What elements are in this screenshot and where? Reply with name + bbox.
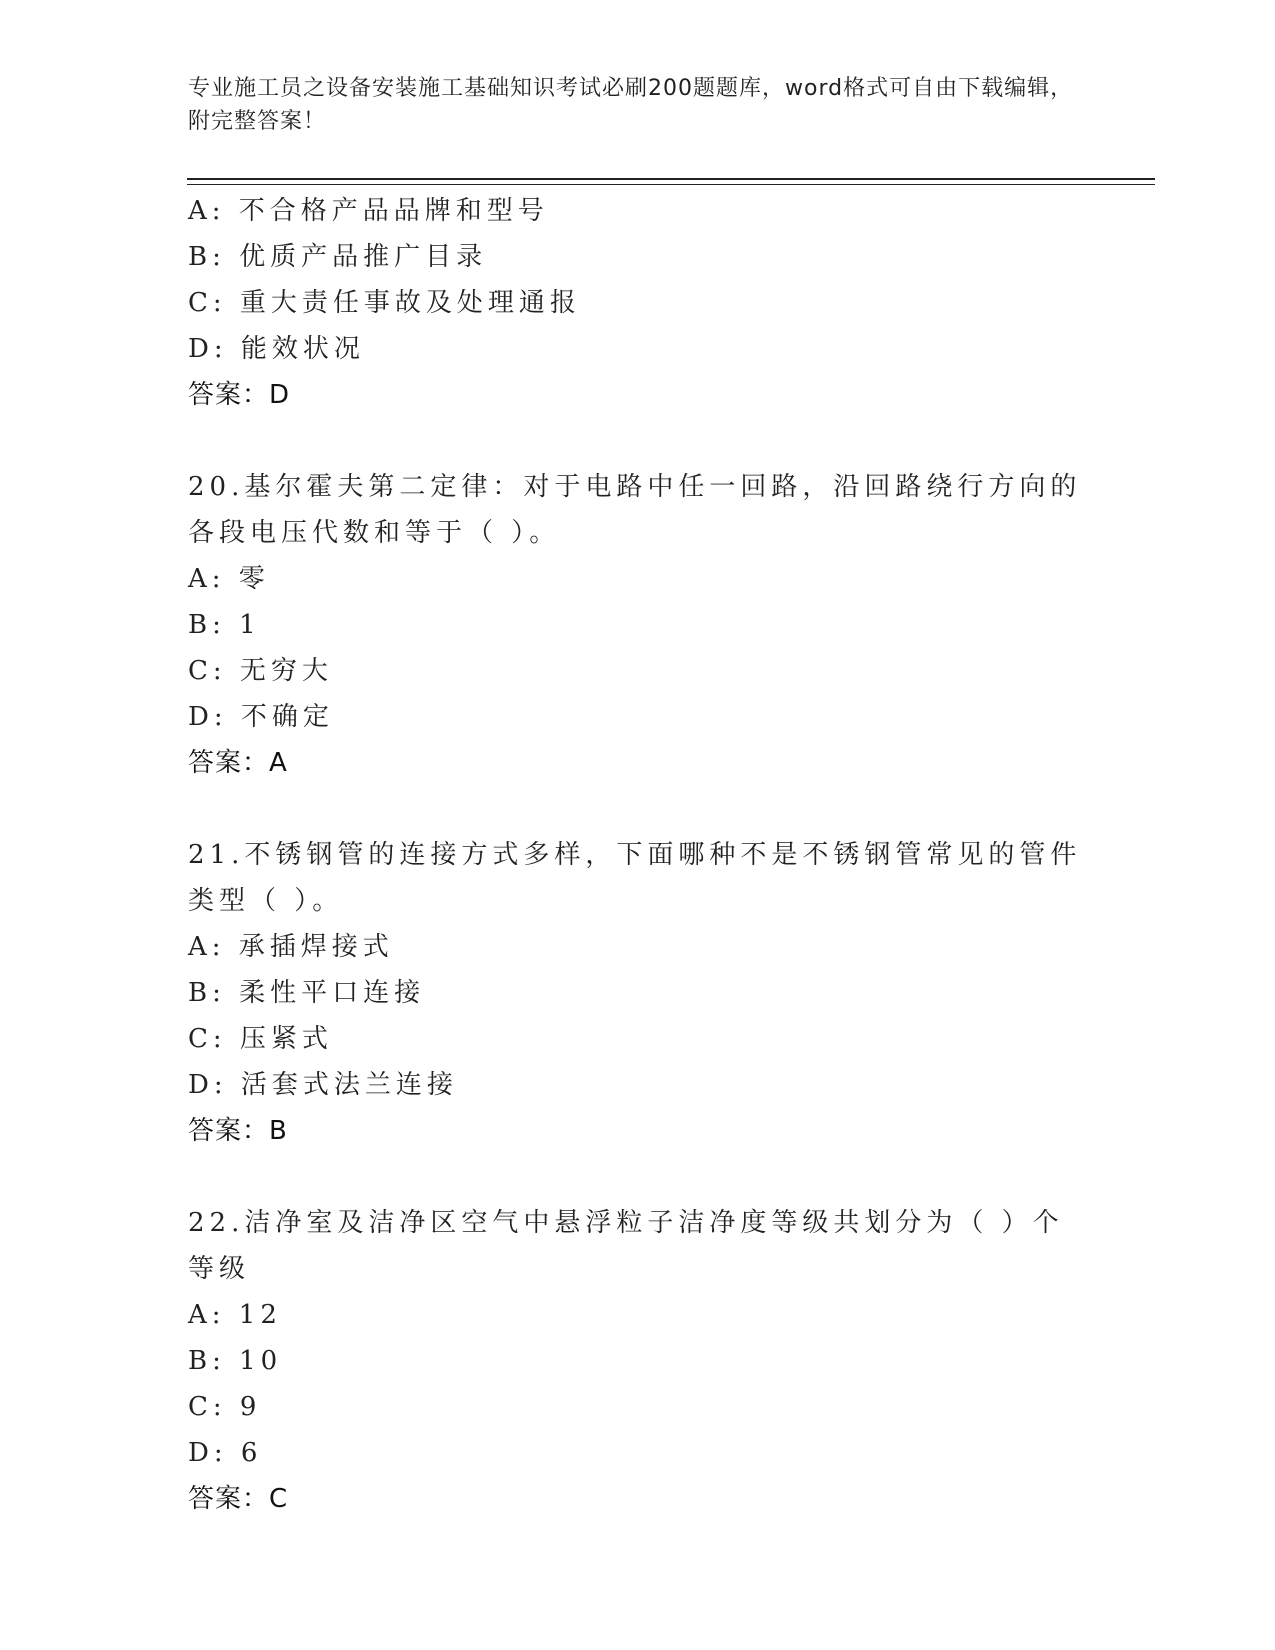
header-rule-thin (187, 184, 1155, 185)
block-spacer (188, 786, 1088, 832)
option-d: D: 不确定 (188, 702, 334, 732)
question-block-19 (188, 188, 1088, 418)
block-spacer (188, 418, 1088, 464)
option-b: B: 优质产品推广目录 (188, 242, 488, 272)
answer-line: 答案：A (188, 748, 288, 778)
option-a: A: 不合格产品品牌和型号 (188, 196, 549, 226)
question-block-20 (188, 464, 1088, 786)
header-rule-thick (187, 178, 1155, 180)
option-c: C: 压紧式 (188, 1024, 333, 1054)
question-list (188, 188, 1088, 1522)
question-stem: 21.不锈钢管的连接方式多样，下面哪种不是不锈钢管常见的管件类型（ ）。 (188, 840, 1082, 916)
option-c: C: 无穷大 (188, 656, 333, 686)
question-block-21 (188, 832, 1088, 1154)
answer-line: 答案：B (188, 1116, 288, 1146)
document-header: 专业施工员之设备安装施工基础知识考试必刷200题题库，word格式可自由下载编辑，附完整答案！ (188, 76, 1074, 134)
question-block-22 (188, 1200, 1088, 1522)
answer-line: 答案：C (188, 1484, 289, 1514)
question-stem: 22.洁净室及洁净区空气中悬浮粒子洁净度等级共划分为（ ）个等级 (188, 1208, 1064, 1284)
option-d: D: 6 (188, 1438, 263, 1468)
option-b: B: 10 (188, 1346, 283, 1376)
option-b: B: 柔性平口连接 (188, 978, 426, 1008)
answer-line: 答案：D (188, 380, 291, 410)
block-spacer (188, 1154, 1088, 1200)
option-d: D: 能效状况 (188, 334, 365, 364)
option-d: D: 活套式法兰连接 (188, 1070, 458, 1100)
question-stem: 20.基尔霍夫第二定律：对于电路中任一回路，沿回路绕行方向的各段电压代数和等于（ ）。 (188, 472, 1082, 548)
option-a: A: 12 (188, 1300, 282, 1330)
option-a: A: 零 (188, 564, 270, 594)
option-c: C: 重大责任事故及处理通报 (188, 288, 581, 318)
option-a: A: 承插焊接式 (188, 932, 394, 962)
option-c: C: 9 (188, 1392, 262, 1422)
option-b: B: 1 (188, 610, 261, 640)
